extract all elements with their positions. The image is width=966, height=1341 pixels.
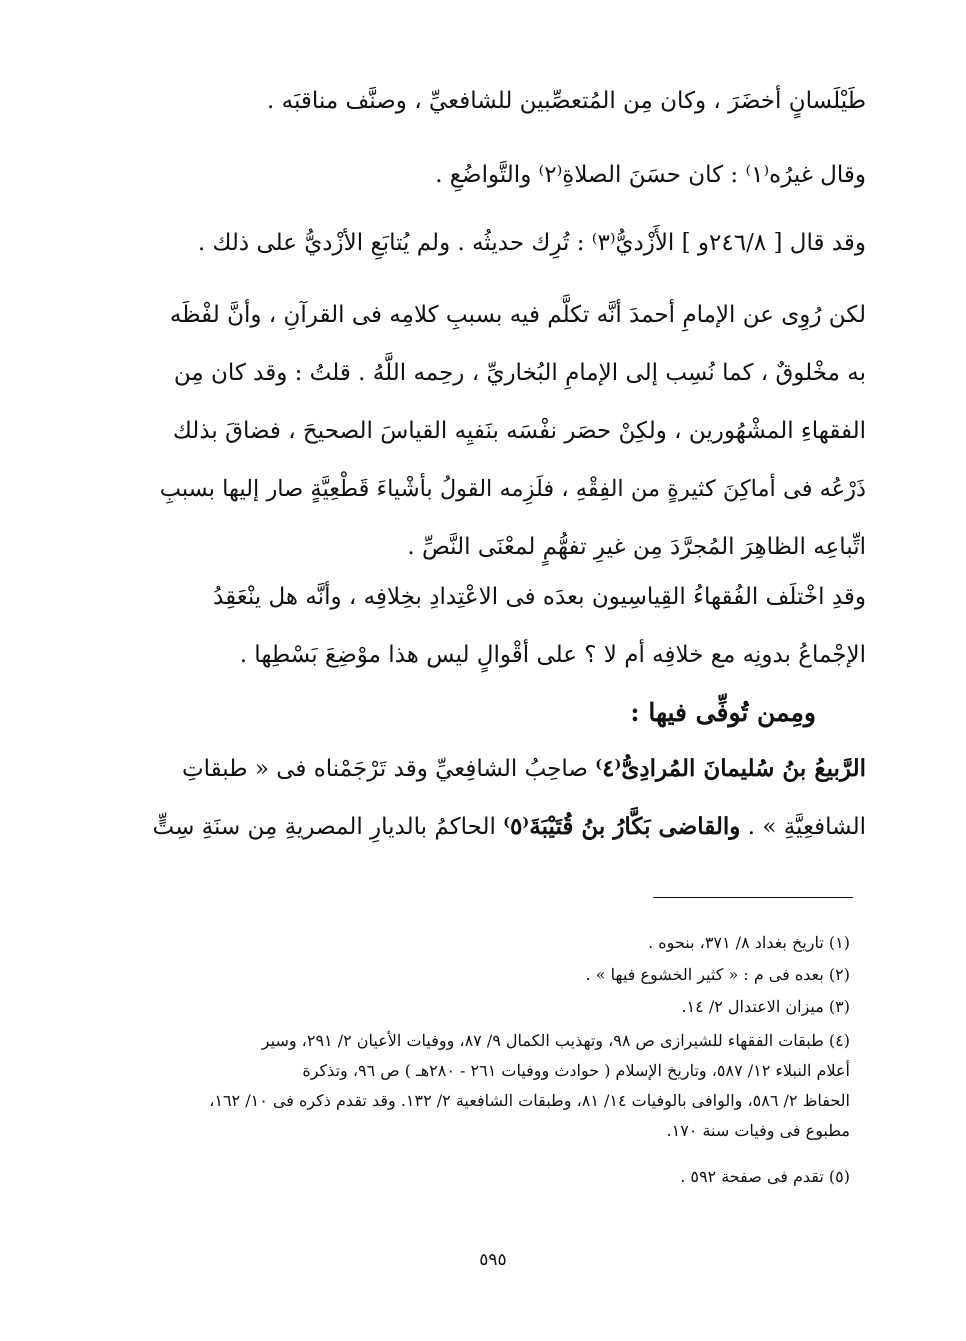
paragraph-6 xyxy=(150,740,866,856)
text-line: الفقهاءِ المشْهُورين ، ولكِنْ حصَر نفْسَه بنَفيِه القياسَ الصحيحَ ، فضاقَ بذلك xyxy=(172,418,866,444)
footnote-line: (٢) بعده فى م : « كثير الخشوع فيها » . xyxy=(585,965,850,984)
text-line: اتِّباعِه الظاهِرَ المُجرَّدَ مِن غيرِ تفهُّمٍ لمعْنَى النَّصِّ . xyxy=(407,534,866,560)
footnote-line: (٣) ميزان الاعتدال ٢/ ١٤. xyxy=(681,997,850,1016)
text-line: طَيْلَسانٍ أخضَرَ ، وكان مِن المُتعصِّبين للشافعيِّ ، وصنَّف مناقبَه . xyxy=(267,88,866,114)
text-line: ذَرْعُه فى أماكِنَ كثيرةٍ من الفِقْهِ ، فلَزِمه القولُ بأشْياءَ قَطْعِيَّةٍ صار إليها بسببِ xyxy=(159,476,866,502)
paragraph-2 xyxy=(150,146,866,204)
paragraph-4 xyxy=(150,286,866,576)
text-line xyxy=(150,740,866,798)
text-line: وقدِ اخْتلَف الفُقهاءُ القِياسِيون بعدَه فى الاعْتِدادِ بخِلافِه ، وأنَّه هل ينْعَقِدُ xyxy=(213,584,866,610)
text-line: لكن رُوِى عن الإمامِ أحمدَ أنَّه تكلَّم فيه بسببِ كلامِه فى القرآنِ ، وأنَّ لفْظَه xyxy=(169,302,866,328)
footnote-1 xyxy=(135,928,850,958)
footnote-2 xyxy=(135,960,850,990)
footnote-line: (١) تاريخ بغداد ٨/ ٣٧١، بنحوه . xyxy=(648,933,850,952)
text-run: الحاكمُ بالديارِ المصريةِ مِن سنَةِ سِتٍّ xyxy=(152,814,504,840)
footnote-3 xyxy=(135,992,850,1022)
text-line: وقال غيرُه⁽١⁾ : كان حسَنَ الصلاةِ⁽٢⁾ والتَّواضُعِ . xyxy=(435,162,866,188)
footnote-line: (٥) تقدم فى صفحة ٥٩٢ . xyxy=(680,1167,850,1186)
text-line xyxy=(150,798,866,856)
footnote-4 xyxy=(135,1026,850,1146)
section-heading: ومِمن تُوفِّى فيها : xyxy=(630,698,816,727)
text-line: الإجْماعُ بدونِه مع خلافِه أم لا ؟ على أقْوالٍ ليس هذا موْضِعَ بَسْطِها . xyxy=(239,642,866,668)
paragraph-1 xyxy=(150,72,866,130)
text-run: صاحِبُ الشافِعيِّ وقد تَرْجَمْناه فى « طبقاتِ xyxy=(182,756,596,782)
footnote-line: الحفاظ ٢/ ٥٨٦، والوافى بالوفيات ١٤/ ٨١، وطبقات الشافعية ٢/ ١٣٢. وقد تقدم ذكره فى ١٠/ ١٦٢، xyxy=(209,1091,850,1110)
text-line: به مخْلوقٌ ، كما نُسِب إلى الإمامِ البُخاريِّ ، رحِمه اللَّهُ . قلتُ : وقد كان مِن xyxy=(173,360,866,386)
bold-name: الرَّبيعُ بنُ سُليمانَ المُرادِىُّ⁽٤⁾ xyxy=(595,755,866,782)
footnote-5 xyxy=(135,1162,850,1192)
text-line: وقد قال [ ٢٤٦/٨و ] الأَزْديُّ⁽٣⁾ : تُرِك حديثُه . ولم يُتابَعِ الأزْديُّ على ذلك . xyxy=(197,230,866,256)
bold-name: والقاضى بَكَّارُ بنُ قُتَيْبَةَ⁽٥⁾ xyxy=(503,813,741,840)
paragraph-5 xyxy=(150,568,866,684)
footnote-line: أعلام النبلاء ١٢/ ٥٨٧، وتاريخ الإسلام ( حوادث ووفيات ٢٦١ - ٢٨٠هـ ) ص ٩٦، وتذكرة xyxy=(302,1061,850,1080)
footnote-line: مطبوع فى وفيات سنة ١٧٠. xyxy=(666,1121,850,1140)
footnote-separator xyxy=(653,897,853,898)
paragraph-3 xyxy=(150,214,866,272)
text-run: الشافعِيَّةِ » . xyxy=(740,814,866,840)
footnote-line: (٤) طبقات الفقهاء للشيرازى ص ٩٨، وتهذيب الكمال ٩/ ٨٧، ووفيات الأعيان ٢/ ٢٩١، وسير xyxy=(261,1031,850,1050)
page-number: ٥٩٥ xyxy=(479,1250,507,1270)
